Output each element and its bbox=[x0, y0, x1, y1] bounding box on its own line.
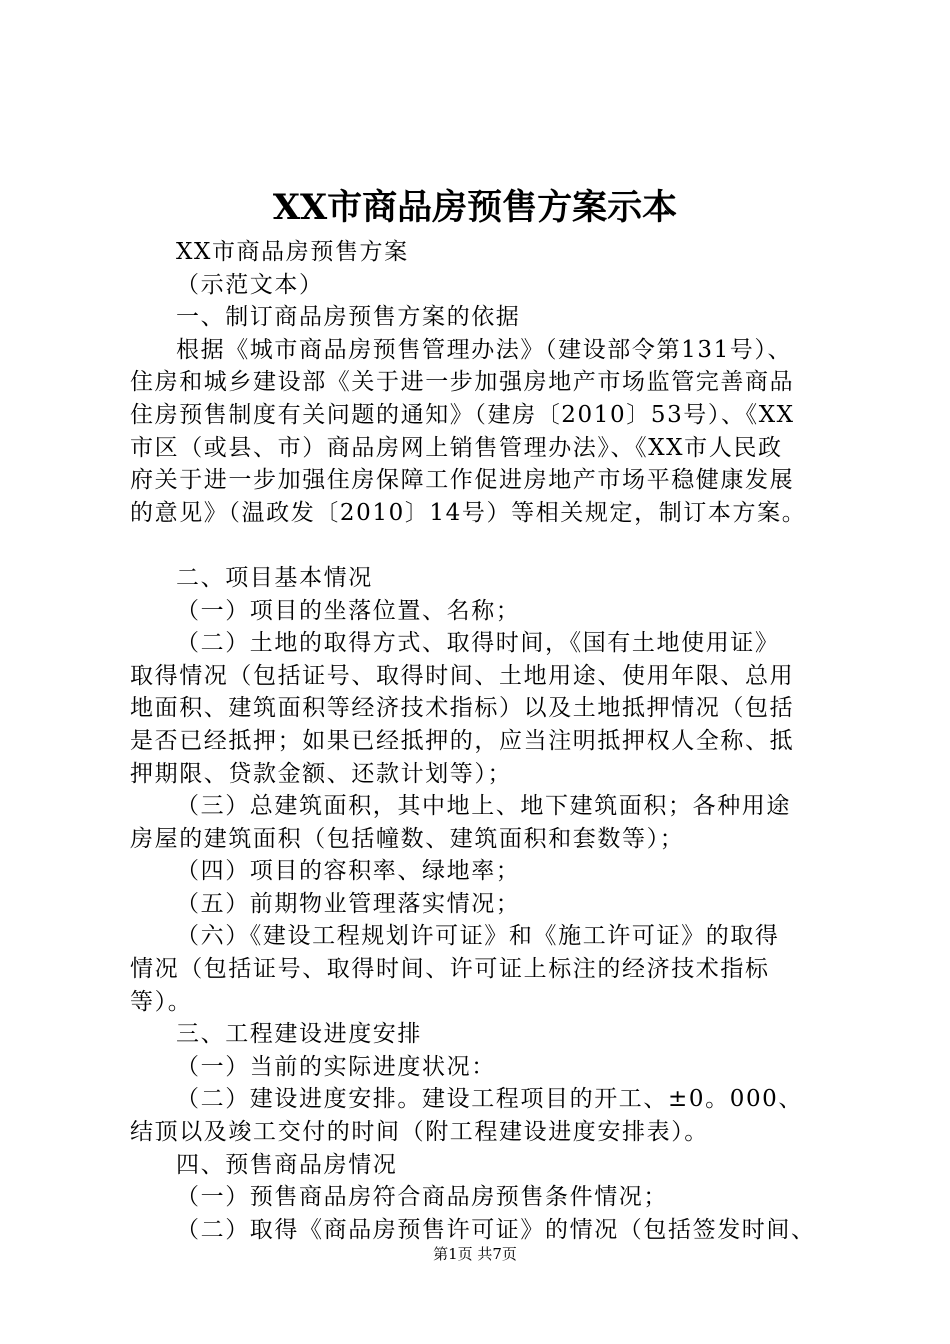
section-heading-3: 三、工程建设进度安排 bbox=[176, 1021, 422, 1048]
paragraph-line: （二）取得《商品房预售许可证》的情况（包括签发时间、 bbox=[176, 1216, 816, 1243]
paragraph-line: 等）。 bbox=[130, 988, 193, 1015]
page-title: XX市商品房预售方案示本 bbox=[272, 187, 678, 228]
paragraph-line: （一）当前的实际进度状况： bbox=[176, 1053, 496, 1080]
section-heading-4: 四、预售商品房情况 bbox=[176, 1151, 398, 1178]
template-note: （示范文本） bbox=[176, 271, 324, 298]
paragraph-line: 是否已经抵押；如果已经抵押的，应当注明抵押权人全称、抵 bbox=[130, 727, 795, 754]
paragraph-line: （二）土地的取得方式、取得时间，《国有土地使用证》 bbox=[176, 630, 780, 657]
blank-line bbox=[130, 529, 830, 562]
section-heading-1: 一、制订商品房预售方案的依据 bbox=[176, 304, 521, 331]
paragraph-line: （二）建设进度安排。建设工程项目的开工、±0。000、 bbox=[176, 1086, 804, 1113]
paragraph-line: （三）总建筑面积，其中地上、地下建筑面积；各种用途 bbox=[176, 793, 791, 820]
page-footer: 第1页 共7页 bbox=[433, 1245, 517, 1263]
paragraph-line: （一）预售商品房符合商品房预售条件情况； bbox=[176, 1184, 668, 1211]
paragraph-line: 市区（或县、市）商品房网上销售管理办法》、《XX市人民政 bbox=[130, 434, 783, 461]
paragraph-line: 住房预售制度有关问题的通知》（建房〔2010〕53号）、《XX bbox=[130, 401, 795, 428]
subtitle: XX市商品房预售方案 bbox=[176, 239, 409, 265]
paragraph-line: （四）项目的容积率、绿地率； bbox=[176, 858, 521, 885]
document-body bbox=[130, 236, 830, 1246]
paragraph-line: 取得情况（包括证号、取得时间、土地用途、使用年限、总用 bbox=[130, 662, 795, 689]
paragraph-line: 房屋的建筑面积（包括幢数、建筑面积和套数等）； bbox=[130, 825, 685, 852]
paragraph-line: （五）前期物业管理落实情况； bbox=[176, 890, 521, 917]
paragraph-line: 住房和城乡建设部《关于进一步加强房地产市场监管完善商品 bbox=[130, 369, 795, 396]
paragraph-line: 根据《城市商品房预售管理办法》（建设部令第131号）、 bbox=[176, 336, 793, 363]
paragraph-line: 结顶以及竣工交付的时间（附工程建设进度安排表）。 bbox=[130, 1119, 709, 1146]
paragraph-line: 押期限、贷款金额、还款计划等）； bbox=[130, 760, 513, 787]
paragraph-line: （一）项目的坐落位置、名称； bbox=[176, 597, 521, 624]
paragraph-line: 的意见》（温政发〔2010〕14号）等相关规定，制订本方案。 bbox=[130, 499, 807, 526]
paragraph-line: 地面积、建筑面积等经济技术指标）以及土地抵押情况（包括 bbox=[130, 695, 795, 722]
paragraph-line: （六）《建设工程规划许可证》和《施工许可证》的取得 bbox=[176, 923, 780, 950]
section-heading-2: 二、项目基本情况 bbox=[176, 564, 373, 591]
paragraph-line: 情况（包括证号、取得时间、许可证上标注的经济技术指标 bbox=[130, 956, 770, 983]
paragraph-line: 府关于进一步加强住房保障工作促进房地产市场平稳健康发展 bbox=[130, 467, 795, 494]
